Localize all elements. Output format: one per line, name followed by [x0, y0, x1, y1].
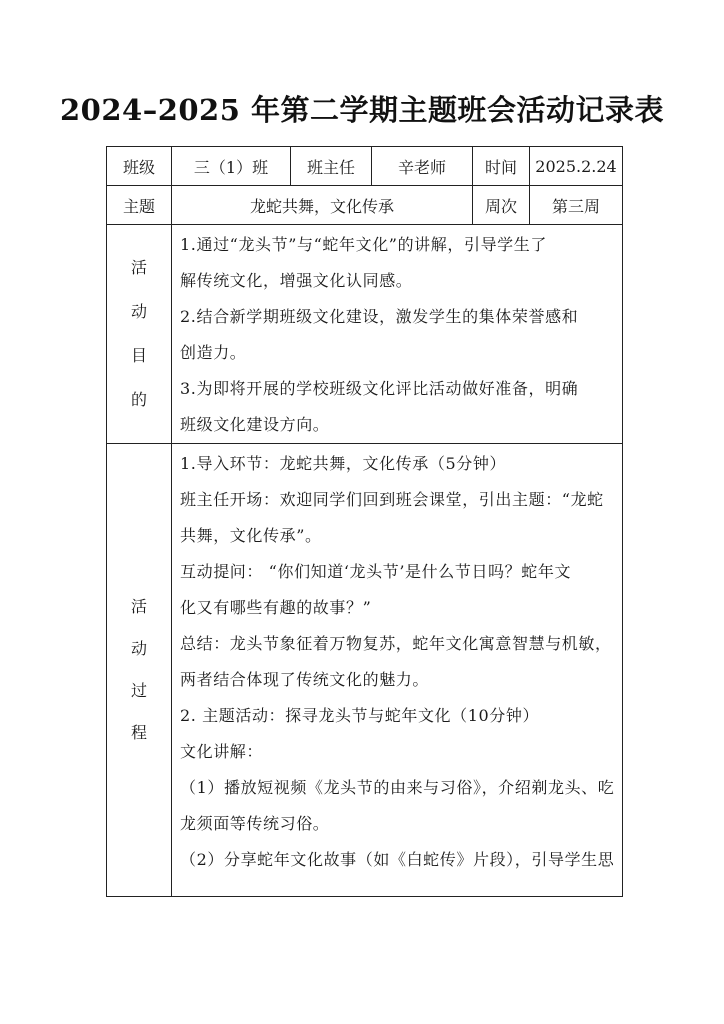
purpose-line: 3.为即将开展的学校班级文化评比活动做好准备，明确 — [180, 379, 579, 398]
process-line: 两者结合体现了传统文化的魅力。 — [180, 670, 430, 689]
process-label-char: 活 — [130, 597, 147, 616]
theme-label: 主题 — [107, 186, 172, 225]
process-line: 互动提问： “你们知道‘龙头节’是什么节日吗？蛇年文 — [180, 562, 572, 581]
theme-row — [107, 186, 623, 225]
teacher-label: 班主任 — [291, 147, 372, 186]
teacher-value: 辛老师 — [372, 147, 473, 186]
process-line: 文化讲解： — [180, 742, 264, 761]
time-value: 2025.2.24 — [530, 147, 623, 186]
week-label: 周次 — [473, 186, 530, 225]
process-label-char: 过 — [130, 681, 147, 700]
time-label: 时间 — [473, 147, 530, 186]
process-line: 总结：龙头节象征着万物复苏，蛇年文化寓意智慧与机敏， — [180, 634, 612, 653]
process-label-char: 动 — [130, 639, 147, 658]
process-line: （2）分享蛇年文化故事（如《白蛇传》片段），引导学生思 — [180, 850, 615, 869]
purpose-line: 2.结合新学期班级文化建设，激发学生的集体荣誉感和 — [180, 307, 579, 326]
purpose-label-char: 目 — [130, 346, 147, 365]
record-table — [106, 146, 623, 897]
process-content — [172, 444, 623, 897]
header-row — [107, 147, 623, 186]
purpose-label-char: 动 — [130, 302, 147, 321]
theme-value: 龙蛇共舞，文化传承 — [172, 186, 473, 225]
purpose-line: 解传统文化，增强文化认同感。 — [180, 271, 413, 290]
process-line: 龙须面等传统习俗。 — [180, 814, 330, 833]
process-line: 化又有哪些有趣的故事？” — [180, 598, 372, 617]
class-label: 班级 — [107, 147, 172, 186]
process-label — [107, 444, 172, 897]
process-line: （1）播放短视频《龙头节的由来与习俗》，介绍剃龙头、吃 — [180, 778, 615, 797]
process-line: 共舞，文化传承”。 — [180, 526, 322, 545]
process-line: 1.导入环节：龙蛇共舞，文化传承（5分钟） — [180, 454, 507, 473]
purpose-label-char: 的 — [130, 390, 147, 409]
process-line: 2. 主题活动：探寻龙头节与蛇年文化（10分钟） — [180, 706, 540, 725]
purpose-line: 1.通过“龙头节”与“蛇年文化”的讲解，引导学生了 — [180, 235, 547, 254]
purpose-row — [107, 225, 623, 444]
purpose-content — [172, 225, 623, 444]
page-title: 2024–2025 年第二学期主题班会活动记录表 — [59, 93, 665, 127]
process-label-char: 程 — [130, 723, 147, 742]
purpose-line: 创造力。 — [180, 343, 247, 362]
process-line: 班主任开场：欢迎同学们回到班会课堂，引出主题：“龙蛇 — [180, 490, 604, 509]
class-value: 三（1）班 — [172, 147, 291, 186]
purpose-label-char: 活 — [130, 258, 147, 277]
week-value: 第三周 — [530, 186, 623, 225]
purpose-line: 班级文化建设方向。 — [180, 415, 330, 434]
purpose-label — [107, 225, 172, 444]
process-row — [107, 444, 623, 897]
